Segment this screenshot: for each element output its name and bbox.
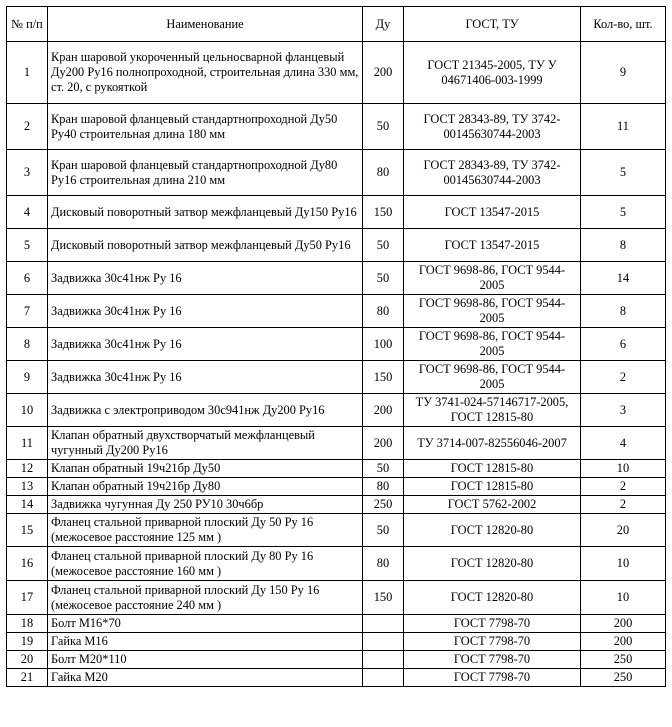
row-number: 20 [7, 651, 48, 669]
standard: ГОСТ 28343-89, ТУ 3742-00145630744-2003 [404, 150, 581, 196]
nominal-diameter: 200 [363, 427, 404, 460]
row-number: 6 [7, 262, 48, 295]
row-number: 7 [7, 295, 48, 328]
table-row [7, 478, 666, 496]
nominal-diameter [363, 669, 404, 687]
quantity: 20 [581, 514, 666, 547]
standard: ГОСТ 7798-70 [404, 633, 581, 651]
item-name: Болт М20*110 [48, 651, 363, 669]
item-name: Фланец стальной приварной плоский Ду 150 Ру 16 (межосевое расстояние 240 мм ) [48, 581, 363, 615]
standard: ГОСТ 9698-86, ГОСТ 9544-2005 [404, 328, 581, 361]
standard: ГОСТ 9698-86, ГОСТ 9544-2005 [404, 361, 581, 394]
nominal-diameter [363, 633, 404, 651]
header-du: Ду [363, 7, 404, 42]
table-row [7, 651, 666, 669]
row-number: 12 [7, 460, 48, 478]
item-name: Задвижка 30с41нж Ру 16 [48, 328, 363, 361]
table-row [7, 496, 666, 514]
table-row [7, 581, 666, 615]
standard: ГОСТ 12820-80 [404, 581, 581, 615]
row-number: 3 [7, 150, 48, 196]
item-name: Кран шаровой укороченный цельносварной фланцевый Ду200 Ру16 полнопроходной, строительная длина 330 мм, ст. 20, с рукояткой [48, 42, 363, 104]
nominal-diameter: 100 [363, 328, 404, 361]
table-row [7, 295, 666, 328]
quantity: 4 [581, 427, 666, 460]
table-row [7, 669, 666, 687]
table-row [7, 615, 666, 633]
quantity: 3 [581, 394, 666, 427]
table-row [7, 42, 666, 104]
table-header-row [7, 7, 666, 42]
standard: ГОСТ 21345-2005, ТУ У 04671406-003-1999 [404, 42, 581, 104]
row-number: 10 [7, 394, 48, 427]
quantity: 5 [581, 150, 666, 196]
quantity: 2 [581, 478, 666, 496]
item-name: Задвижка чугунная Ду 250 РУ10 30ч6бр [48, 496, 363, 514]
item-name: Гайка М16 [48, 633, 363, 651]
standard: ГОСТ 28343-89, ТУ 3742-00145630744-2003 [404, 104, 581, 150]
row-number: 8 [7, 328, 48, 361]
quantity: 2 [581, 496, 666, 514]
table-row [7, 547, 666, 581]
table-row [7, 328, 666, 361]
row-number: 16 [7, 547, 48, 581]
nominal-diameter: 80 [363, 478, 404, 496]
table-row [7, 514, 666, 547]
quantity: 8 [581, 229, 666, 262]
table-body [7, 42, 666, 687]
standard: ГОСТ 13547-2015 [404, 229, 581, 262]
item-name: Фланец стальной приварной плоский Ду 50 Ру 16 (межосевое расстояние 125 мм ) [48, 514, 363, 547]
standard: ГОСТ 12820-80 [404, 514, 581, 547]
nominal-diameter: 250 [363, 496, 404, 514]
item-name: Задвижка 30с41нж Ру 16 [48, 295, 363, 328]
row-number: 18 [7, 615, 48, 633]
table-row [7, 196, 666, 229]
standard: ГОСТ 7798-70 [404, 669, 581, 687]
table-row [7, 394, 666, 427]
header-quantity: Кол-во, шт. [581, 7, 666, 42]
table-row [7, 150, 666, 196]
item-name: Клапан обратный 19ч21бр Ду80 [48, 478, 363, 496]
equipment-table [6, 6, 666, 687]
table-row [7, 427, 666, 460]
header-number: № п/п [7, 7, 48, 42]
quantity: 8 [581, 295, 666, 328]
table-row [7, 104, 666, 150]
nominal-diameter: 50 [363, 229, 404, 262]
item-name: Болт М16*70 [48, 615, 363, 633]
header-gost: ГОСТ, ТУ [404, 7, 581, 42]
item-name: Клапан обратный 19ч21бр Ду50 [48, 460, 363, 478]
item-name: Дисковый поворотный затвор межфланцевый Ду50 Ру16 [48, 229, 363, 262]
item-name: Задвижка с электроприводом 30с941нж Ду200 Ру16 [48, 394, 363, 427]
nominal-diameter: 80 [363, 295, 404, 328]
nominal-diameter: 150 [363, 361, 404, 394]
standard: ТУ 3714-007-82556046-2007 [404, 427, 581, 460]
quantity: 10 [581, 460, 666, 478]
standard: ГОСТ 12820-80 [404, 547, 581, 581]
row-number: 19 [7, 633, 48, 651]
table-row [7, 460, 666, 478]
table-row [7, 262, 666, 295]
nominal-diameter: 200 [363, 394, 404, 427]
item-name: Дисковый поворотный затвор межфланцевый Ду150 Ру16 [48, 196, 363, 229]
row-number: 5 [7, 229, 48, 262]
quantity: 6 [581, 328, 666, 361]
item-name: Клапан обратный двухстворчатый межфланцевый чугунный Ду200 Ру16 [48, 427, 363, 460]
standard: ТУ 3741-024-57146717-2005, ГОСТ 12815-80 [404, 394, 581, 427]
item-name: Задвижка 30с41нж Ру 16 [48, 361, 363, 394]
row-number: 11 [7, 427, 48, 460]
nominal-diameter: 80 [363, 150, 404, 196]
item-name: Кран шаровой фланцевый стандартнопроходной Ду50 Ру40 строительная длина 180 мм [48, 104, 363, 150]
document [6, 6, 666, 687]
item-name: Фланец стальной приварной плоский Ду 80 Ру 16 (межосевое расстояние 160 мм ) [48, 547, 363, 581]
table-row [7, 361, 666, 394]
standard: ГОСТ 5762-2002 [404, 496, 581, 514]
nominal-diameter: 50 [363, 262, 404, 295]
nominal-diameter: 50 [363, 104, 404, 150]
quantity: 200 [581, 615, 666, 633]
nominal-diameter [363, 615, 404, 633]
quantity: 11 [581, 104, 666, 150]
table-row [7, 229, 666, 262]
nominal-diameter [363, 651, 404, 669]
table-row [7, 633, 666, 651]
standard: ГОСТ 12815-80 [404, 460, 581, 478]
nominal-diameter: 150 [363, 581, 404, 615]
standard: ГОСТ 7798-70 [404, 615, 581, 633]
nominal-diameter: 50 [363, 460, 404, 478]
row-number: 9 [7, 361, 48, 394]
quantity: 250 [581, 651, 666, 669]
item-name: Кран шаровой фланцевый стандартнопроходной Ду80 Ру16 строительная длина 210 мм [48, 150, 363, 196]
row-number: 13 [7, 478, 48, 496]
row-number: 4 [7, 196, 48, 229]
nominal-diameter: 50 [363, 514, 404, 547]
quantity: 2 [581, 361, 666, 394]
quantity: 200 [581, 633, 666, 651]
row-number: 17 [7, 581, 48, 615]
quantity: 10 [581, 547, 666, 581]
row-number: 15 [7, 514, 48, 547]
standard: ГОСТ 9698-86, ГОСТ 9544-2005 [404, 295, 581, 328]
standard: ГОСТ 12815-80 [404, 478, 581, 496]
standard: ГОСТ 9698-86, ГОСТ 9544-2005 [404, 262, 581, 295]
quantity: 9 [581, 42, 666, 104]
row-number: 1 [7, 42, 48, 104]
quantity: 250 [581, 669, 666, 687]
item-name: Гайка М20 [48, 669, 363, 687]
standard: ГОСТ 7798-70 [404, 651, 581, 669]
header-name: Наименование [48, 7, 363, 42]
nominal-diameter: 80 [363, 547, 404, 581]
row-number: 2 [7, 104, 48, 150]
row-number: 14 [7, 496, 48, 514]
row-number: 21 [7, 669, 48, 687]
quantity: 14 [581, 262, 666, 295]
quantity: 5 [581, 196, 666, 229]
nominal-diameter: 150 [363, 196, 404, 229]
item-name: Задвижка 30с41нж Ру 16 [48, 262, 363, 295]
quantity: 10 [581, 581, 666, 615]
standard: ГОСТ 13547-2015 [404, 196, 581, 229]
nominal-diameter: 200 [363, 42, 404, 104]
